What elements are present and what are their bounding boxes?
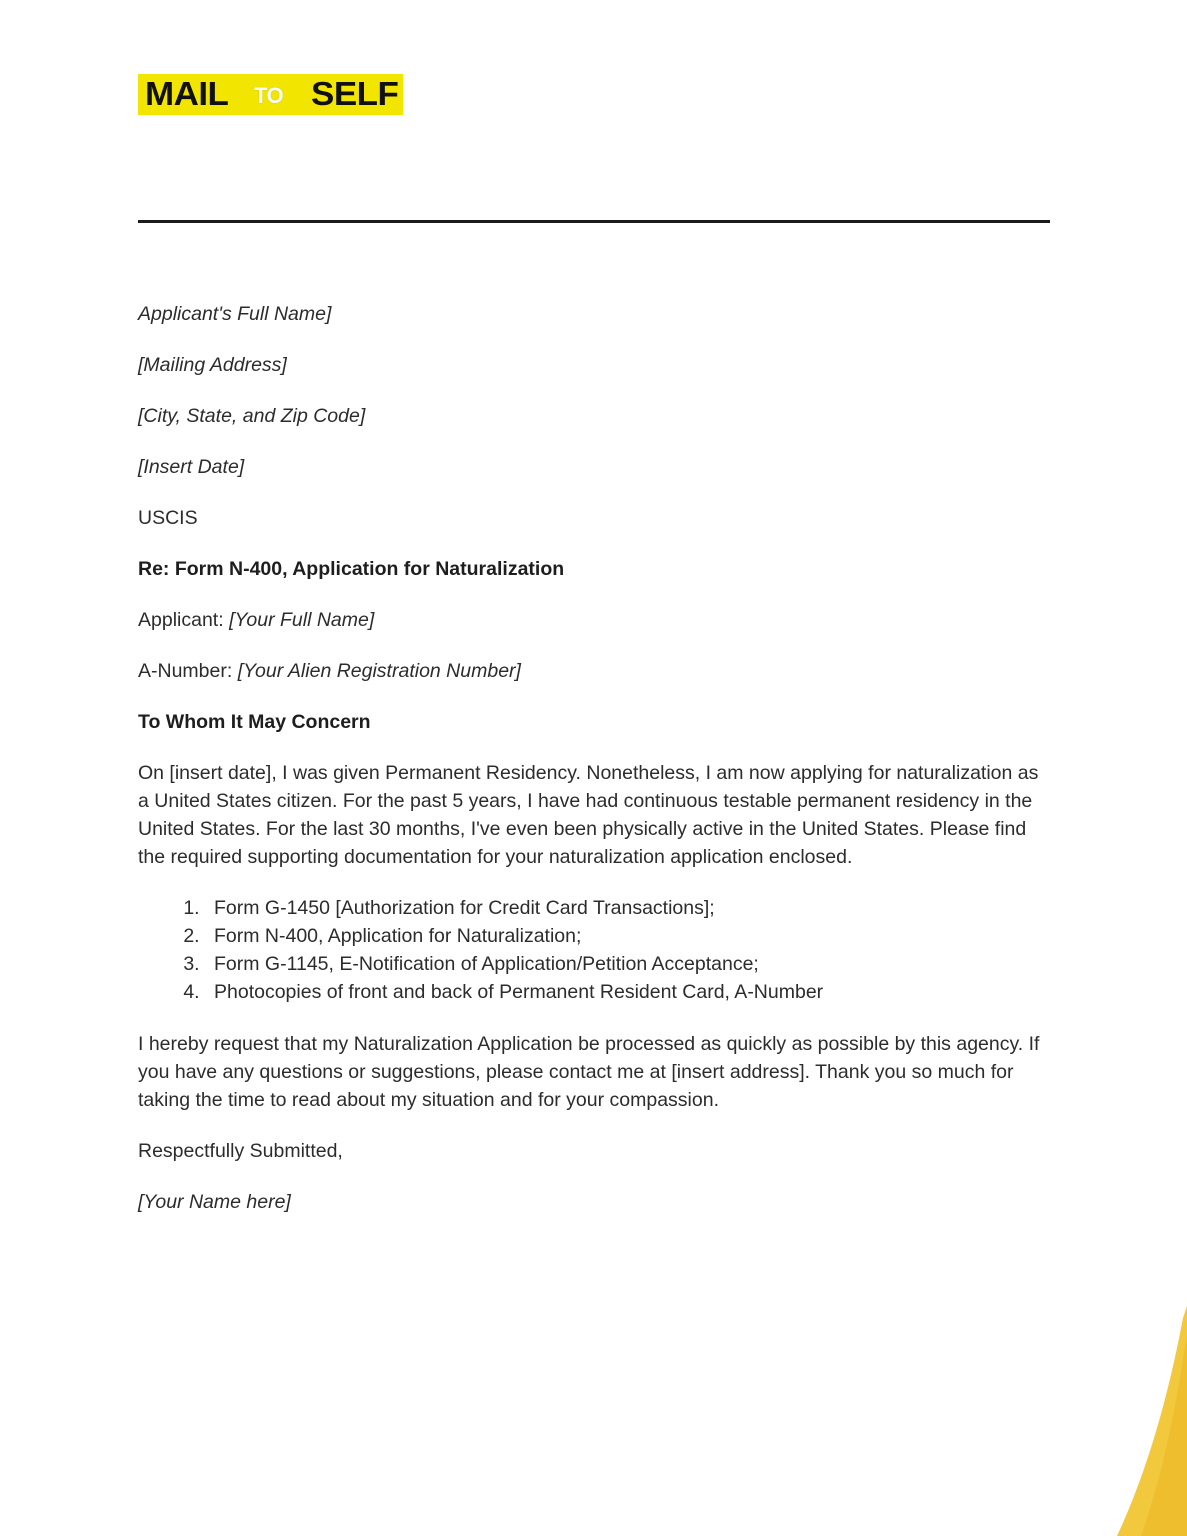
- sender-city-state-zip: [City, State, and Zip Code]: [138, 405, 366, 427]
- letter-body: [138, 300, 1043, 1239]
- anumber-value: [Your Alien Registration Number]: [237, 660, 521, 682]
- anumber-label: A-Number:: [138, 660, 233, 682]
- logo-word-self: SELF: [310, 75, 398, 112]
- list-item: 4. Photocopies of front and back of Permanent Resident Card, A-Number: [205, 978, 1043, 1006]
- applicant-label: Applicant:: [138, 609, 224, 631]
- applicant-line: [138, 606, 1043, 634]
- sender-mailing-address: [Mailing Address]: [138, 354, 287, 376]
- sender-full-name: Applicant's Full Name]: [138, 303, 332, 325]
- logo-word-mail: MAIL: [145, 75, 229, 112]
- letter-date: [Insert Date]: [138, 456, 245, 478]
- recipient-name: USCIS: [138, 507, 198, 529]
- list-item: 2. Form N-400, Application for Naturalization;: [205, 922, 1043, 950]
- body-paragraph: On [insert date], I was given Permanent Residency. Nonetheless, I am now applying for naturalization as a United States citizen. For the past 5 years, I have had continuous testable permanent residency in the United States. For the last 30 months, I've even been physically active in the United States. Please find the required supporting documentation for your naturalization application enclosed.: [138, 762, 1039, 868]
- corner-wedge-decoration: [1097, 1306, 1187, 1536]
- header-divider: [138, 220, 1050, 223]
- salutation: To Whom It May Concern: [138, 711, 371, 733]
- logo-word-to: TO: [254, 83, 284, 108]
- signature-placeholder: [Your Name here]: [138, 1191, 291, 1213]
- mail-to-self-logo: [138, 74, 403, 115]
- enclosure-list: [138, 894, 1043, 1006]
- list-item: 1. Form G-1450 [Authorization for Credit Card Transactions];: [205, 894, 1043, 922]
- list-item: 3. Form G-1145, E-Notification of Application/Petition Acceptance;: [205, 950, 1043, 978]
- applicant-value: [Your Full Name]: [229, 609, 375, 631]
- anumber-line: [138, 657, 1043, 685]
- closing-line: Respectfully Submitted,: [138, 1140, 343, 1162]
- request-paragraph: I hereby request that my Naturalization Application be processed as quickly as possible by this agency. If you have any questions or suggestions, please contact me at [insert address]. Thank you so much for taking the time to read about my situation and for your compassion.: [138, 1033, 1040, 1111]
- subject-line: Re: Form N-400, Application for Naturalization: [138, 558, 565, 580]
